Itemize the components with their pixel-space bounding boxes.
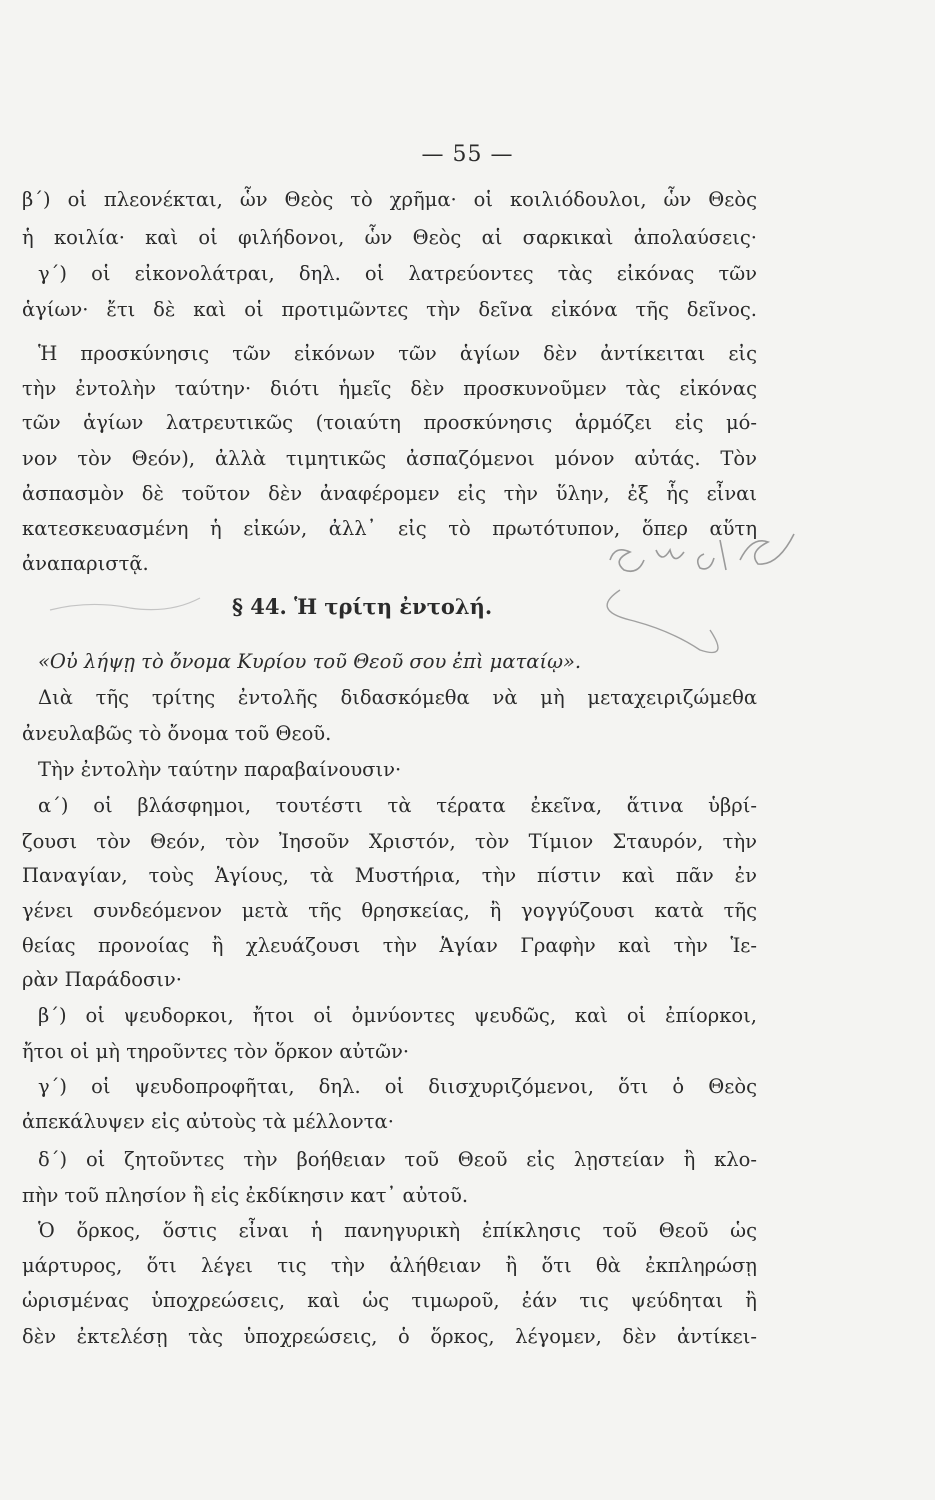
text-line: α΄) οἱ βλάσφημοι, τουτέστι τὰ τέρατα ἐκεῖνα, ἅτινα ὑβρί- (38, 794, 757, 817)
text-line: β΄) οἱ ψευδορκοι, ἤτοι οἱ ὀμνύοντες ψευδῶς, καὶ οἱ ἐπίορκοι, (38, 1004, 757, 1027)
text-line: θείας προνοίας ἢ χλευάζουσι τὴν Ἁγίαν Γραφὴν καὶ τὴν Ἱε- (22, 934, 757, 957)
handwritten-annotation (560, 520, 820, 660)
text-line: νον τὸν Θεόν), ἀλλὰ τιμητικῶς ἀσπαζόμενοι μόνον αὐτάς. Τὸν (22, 447, 757, 470)
text-line: ἀνευλαβῶς τὸ ὄνομα τοῦ Θεοῦ. (22, 722, 332, 745)
text-line: ἀναπαριστᾷ. (22, 552, 149, 575)
text-line: ἀπεκάλυψεν εἰς αὐτοὺς τὰ μέλλοντα· (22, 1110, 394, 1133)
commandment-quote: «Οὐ λήψῃ τὸ ὄνομα Κυρίου τοῦ Θεοῦ σου ἐπὶ ματαίῳ». (38, 650, 582, 673)
text-line: γένει συνδεόμενον μετὰ τῆς θρησκείας, ἢ γογγύζουσι κατὰ τῆς (22, 899, 757, 922)
text-line: ἀσπασμὸν δὲ τοῦτον δὲν ἀναφέρομεν εἰς τὴν ὕλην, ἐξ ἧς εἶναι (22, 482, 757, 505)
text-line: ἡ κοιλία· καὶ οἱ φιλήδονοι, ὧν Θεὸς αἱ σαρκικαὶ ἀπολαύσεις· (22, 226, 757, 249)
page-number: — 55 — (421, 142, 514, 167)
text-line: πὴν τοῦ πλησίον ἢ εἰς ἐκδίκησιν κατ᾽ αὐτοῦ. (22, 1184, 469, 1207)
text-line: δ΄) οἱ ζητοῦντες τὴν βοήθειαν τοῦ Θεοῦ εἰς λῃστείαν ἢ κλο- (38, 1148, 757, 1171)
text-line: ρὰν Παράδοσιν· (22, 968, 182, 991)
text-line: Παναγίαν, τοὺς Ἁγίους, τὰ Μυστήρια, τὴν πίστιν καὶ πᾶν ἐν (22, 864, 757, 887)
text-line: ἤτοι οἱ μὴ τηροῦντες τὸν ὅρκον αὐτῶν· (22, 1040, 410, 1063)
text-line: ζουσι τὸν Θεόν, τὸν Ἰησοῦν Χριστόν, τὸν Τίμιον Σταυρόν, τὴν (22, 830, 757, 853)
text-line: γ΄) οἱ εἰκονολάτραι, δηλ. οἱ λατρεύοντες τὰς εἰκόνας τῶν (38, 262, 757, 285)
text-line: κατεσκευασμένη ἡ εἰκών, ἀλλ᾽ εἰς τὸ πρωτότυπον, ὅπερ αὕτη (22, 517, 757, 540)
section-heading: § 44. Ἡ τρίτη ἐντολή. (232, 594, 493, 619)
text-line: μάρτυρος, ὅτι λέγει τις τὴν ἀλήθειαν ἢ ὅτι θὰ ἐκπληρώσῃ (22, 1254, 757, 1277)
text-line: γ΄) οἱ ψευδοπροφῆται, δηλ. οἱ διισχυριζόμενοι, ὅτι ὁ Θεὸς (38, 1075, 757, 1098)
text-line: δὲν ἐκτελέσῃ τὰς ὑποχρεώσεις, ὁ ὅρκος, λέγομεν, δὲν ἀντίκει- (22, 1325, 757, 1348)
text-line: Ὁ ὅρκος, ὅστις εἶναι ἡ πανηγυρικὴ ἐπίκλησις τοῦ Θεοῦ ὡς (38, 1219, 757, 1242)
text-line: ὡρισμένας ὑποχρεώσεις, καὶ ὡς τιμωροῦ, ἐάν τις ψεύδηται ἢ (22, 1289, 757, 1312)
text-line: Τὴν ἐντολὴν ταύτην παραβαίνουσιν· (38, 758, 402, 781)
text-line: ἁγίων· ἔτι δὲ καὶ οἱ προτιμῶντες τὴν δεῖνα εἰκόνα τῆς δεῖνος. (22, 298, 757, 321)
text-line: τῶν ἁγίων λατρευτικῶς (τοιαύτη προσκύνησις ἁρμόζει εἰς μό- (22, 411, 757, 434)
faint-pencil-mark (40, 588, 240, 628)
text-line: Διὰ τῆς τρίτης ἐντολῆς διδασκόμεθα νὰ μὴ μεταχειριζώμεθα (38, 686, 757, 709)
text-line: τὴν ἐντολὴν ταύτην· διότι ἡμεῖς δὲν προσκυνοῦμεν τὰς εἰκόνας (22, 377, 757, 400)
text-line: β΄) οἱ πλεονέκται, ὧν Θεὸς τὸ χρῆμα· οἱ κοιλιόδουλοι, ὧν Θεὸς (22, 188, 757, 211)
text-line: Ἡ προσκύνησις τῶν εἰκόνων τῶν ἁγίων δὲν ἀντίκειται εἰς (38, 342, 757, 365)
